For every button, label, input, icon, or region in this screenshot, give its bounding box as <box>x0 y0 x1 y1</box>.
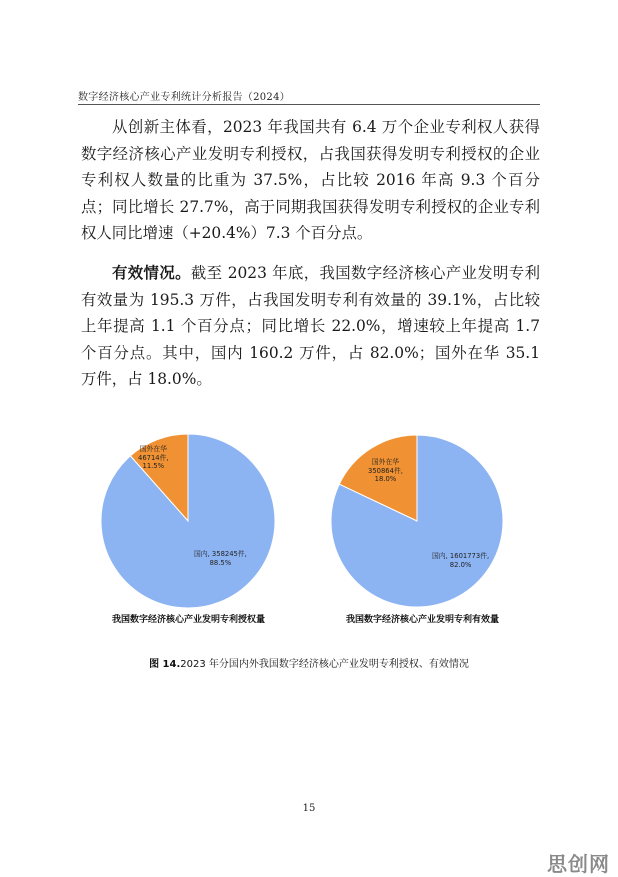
slice-label-domestic: 国内, 1601773件, 82.0% <box>432 552 490 569</box>
paragraph-innovation-subjects: 从创新主体看，2023 年我国共有 6.4 万个企业专利权人获得数字经济核心产业发明专利授权，占我国获得发明专利授权的企业专利权人数量的比重为 37.5%，占比较 2016 年高 9.3 个百分点；同比增长 27.7%，高于同期我国获得发明专利授权的企业专利权人同比增速（+20.4%）7.3 个百分点。 <box>81 118 540 242</box>
slice-label-foreign <box>138 445 169 471</box>
slice-label-domestic: 国内, 358245件, 88.5% <box>194 550 247 567</box>
pie-slice-domestic <box>101 434 275 608</box>
slice-label-value: 350864件, <box>368 466 403 475</box>
slice-label-name: 国内 <box>432 552 446 560</box>
pie-chart-valid <box>330 434 504 608</box>
slice-label-name: 国外在华 <box>139 445 167 453</box>
page-number: 15 <box>302 803 316 814</box>
slice-label-foreign <box>368 458 403 484</box>
slice-label-name: 国外在华 <box>371 458 400 466</box>
header-divider <box>78 104 540 105</box>
slice-label-value: 46714件, <box>138 453 169 462</box>
figure-number: 图 14. <box>149 659 181 670</box>
paragraph-valid-status <box>81 260 540 393</box>
pie-chart-grants-title: 我国数字经济核心产业发明专利授权量 <box>112 615 266 625</box>
figure-caption-text: 2023 年分国内外我国数字经济核心产业发明专利授权、有效情况 <box>180 659 469 670</box>
pie-chart-valid-title: 我国数字经济核心产业发明专利有效量 <box>346 615 500 625</box>
pie-chart-valid-svg <box>330 434 504 608</box>
paragraph-lead: 有效情况。 <box>112 264 191 282</box>
pie-chart-grants <box>100 433 276 609</box>
slice-label-name: 国内 <box>194 550 208 558</box>
pie-chart-grants-svg <box>100 433 276 609</box>
slice-label-percent: 18.0% <box>374 475 397 484</box>
slice-label-percent: 11.5% <box>142 462 165 471</box>
paragraph-body: 截至 2023 年底，我国数字经济核心产业发明专利有效量为 195.3 万件，占我国发明专利有效量的 39.1%，占比较上年提高 1.1 个百分点；同比增长 22.0%，增速较上年提高 1.7 个百分点。其中，国内 160.2 万件，占 82.0%；国外在华 35.1 万件，占 18.0%。 <box>81 264 540 388</box>
slice-label-value: 1601773件, <box>449 552 490 560</box>
watermark-logo: 思创网 <box>547 852 610 876</box>
slice-label-value: 358245件, <box>211 550 247 558</box>
slice-label-percent: 82.0% <box>449 560 472 569</box>
slice-label-percent: 88.5% <box>209 558 232 567</box>
running-header: 数字经济核心产业专利统计分析报告（2024） <box>78 92 291 103</box>
figure-caption <box>0 655 618 670</box>
